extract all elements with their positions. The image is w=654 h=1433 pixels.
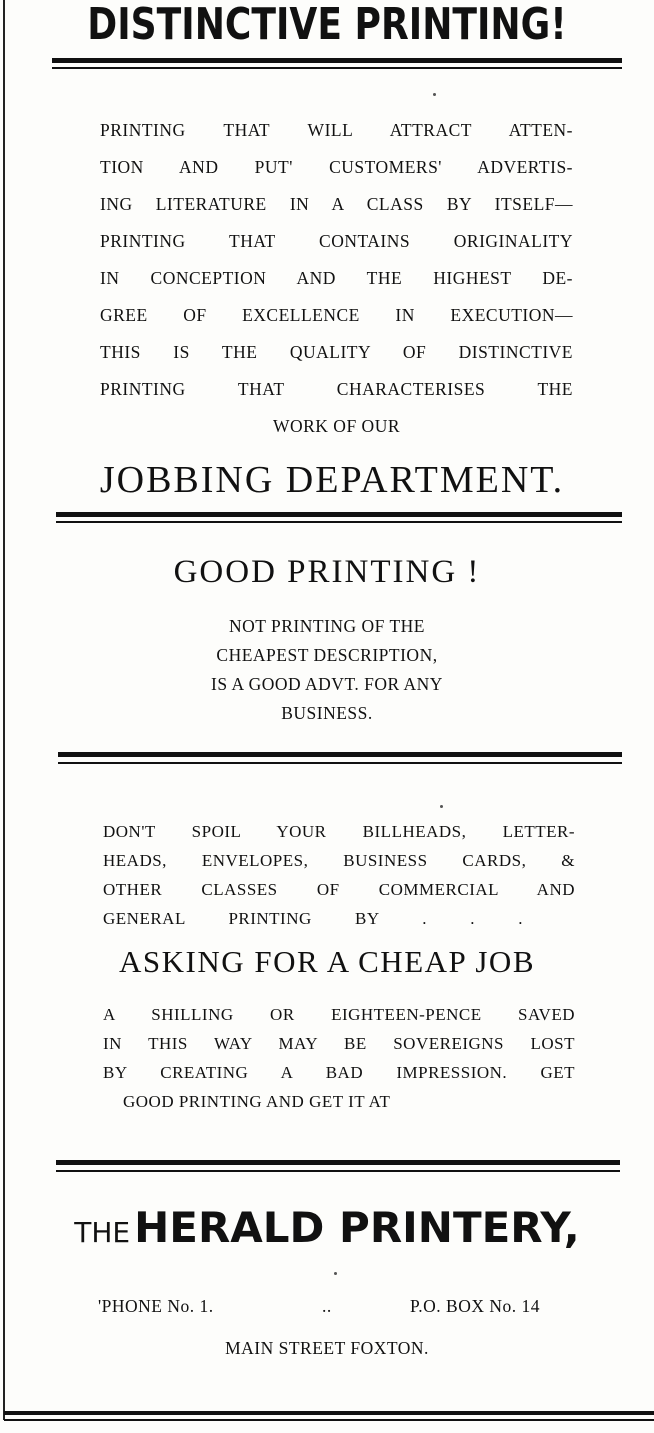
contact-separator: ..	[322, 1296, 332, 1316]
address: MAIN STREET FOXTON.	[225, 1338, 429, 1358]
print-speck	[433, 93, 436, 96]
intro-line: TION AND PUT' CUSTOMERS' ADVERTIS-	[100, 157, 573, 177]
rule-thin	[56, 521, 622, 523]
bottom-rule-thin	[4, 1419, 654, 1421]
rule-thin	[52, 67, 622, 69]
intro-line: PRINTING THAT CONTAINS ORIGINALITY	[100, 231, 573, 251]
dont-spoil-line: DON'T SPOIL YOUR BILLHEADS, LETTER-	[103, 822, 575, 841]
po-box: P.O. BOX No. 14	[410, 1296, 541, 1316]
good-printing-line: BUSINESS.	[281, 703, 373, 723]
good-printing-line: CHEAPEST DESCRIPTION,	[216, 645, 438, 665]
printery-name: HERALD PRINTERY,	[134, 1203, 580, 1252]
rule-thick	[56, 512, 622, 517]
good-printing-heading: GOOD PRINTING !	[173, 554, 481, 590]
phone-number: 'PHONE No. 1.	[98, 1296, 214, 1316]
shilling-line: BY CREATING A BAD IMPRESSION. GET	[103, 1063, 575, 1082]
rule-thin	[58, 762, 622, 764]
print-speck	[440, 805, 443, 808]
rule-thick	[52, 58, 622, 63]
dont-spoil-line: GENERAL PRINTING BY . . .	[103, 909, 523, 928]
dont-spoil-text	[103, 817, 575, 933]
good-printing-line: NOT PRINTING OF THE	[228, 616, 425, 636]
bottom-rule-thick	[4, 1411, 654, 1415]
department-heading: JOBBING DEPARTMENT.	[99, 459, 565, 501]
intro-line: PRINTING THAT CHARACTERISES THE	[100, 379, 573, 399]
cheap-job-heading: ASKING FOR A CHEAP JOB	[119, 944, 535, 979]
intro-paragraph	[100, 112, 573, 445]
rule-thick	[58, 752, 622, 757]
printery-the: THE	[74, 1216, 131, 1249]
good-printing-line: IS A GOOD ADVT. FOR ANY	[211, 674, 443, 694]
printery-heading	[0, 1200, 654, 1266]
intro-line: IN CONCEPTION AND THE HIGHEST DE-	[100, 268, 573, 288]
shilling-line: IN THIS WAY MAY BE SOVEREIGNS LOST	[103, 1034, 575, 1053]
shilling-text	[103, 1000, 575, 1116]
rule-thin	[56, 1170, 620, 1172]
intro-line: ING LITERATURE IN A CLASS BY ITSELF—	[100, 194, 573, 214]
print-speck	[334, 1272, 337, 1275]
shilling-line: A SHILLING OR EIGHTEEN-PENCE SAVED	[103, 1005, 575, 1024]
intro-line: WORK OF OUR	[272, 416, 401, 436]
headline: DISTINCTIVE PRINTING!	[87, 0, 567, 50]
dont-spoil-line: OTHER CLASSES OF COMMERCIAL AND	[103, 880, 575, 899]
dont-spoil-line: HEADS, ENVELOPES, BUSINESS CARDS, &	[103, 851, 575, 870]
rule-thick	[56, 1160, 620, 1165]
intro-line: GREE OF EXCELLENCE IN EXECUTION—	[100, 305, 573, 325]
good-printing-text	[0, 612, 654, 728]
intro-line: PRINTING THAT WILL ATTRACT ATTEN-	[100, 120, 573, 140]
shilling-line: GOOD PRINTING AND GET IT AT	[123, 1092, 391, 1111]
intro-line: THIS IS THE QUALITY OF DISTINCTIVE	[100, 342, 573, 362]
